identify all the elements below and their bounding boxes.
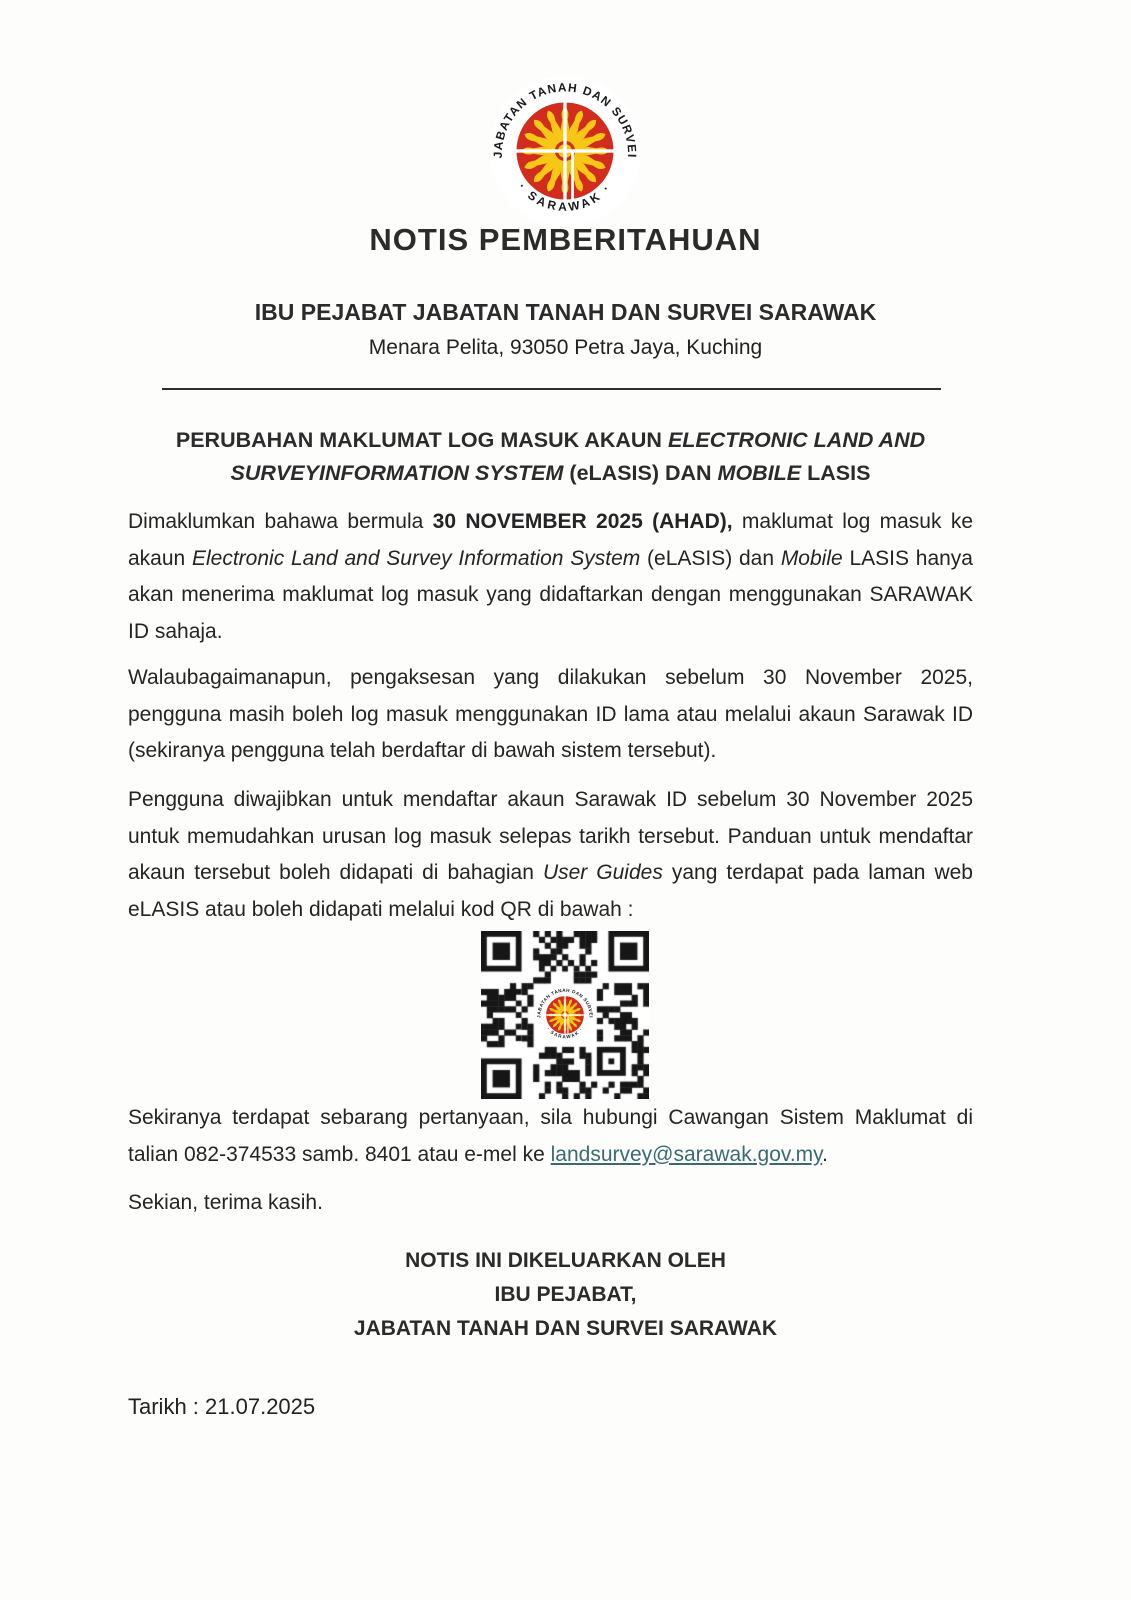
- subject-heading: [128, 424, 973, 490]
- department-logo-icon-small: [535, 985, 595, 1045]
- date-line: Tarikh : 21.07.2025: [128, 1394, 316, 1419]
- text-run-italic: Electronic Land and Survey Information System: [192, 546, 641, 570]
- email-link[interactable]: landsurvey@sarawak.gov.my: [550, 1142, 823, 1166]
- text-run: .: [822, 1142, 828, 1166]
- text-run: Sekiranya terdapat sebarang pertanyaan, sila hubungi Cawangan Sistem Maklumat di talian 082-374533 samb. 8401 atau e-mel ke: [128, 1106, 973, 1166]
- paragraph-contact: [128, 1100, 973, 1173]
- notice-title: NOTIS PEMBERITAHUAN: [369, 222, 762, 257]
- department-logo-icon: [488, 74, 642, 228]
- text-run: Pengguna diwajibkan untuk mendaftar akaun Sarawak ID sebelum 30 November 2025 untuk memudahkan urusan log masuk selepas tarikh tersebut. Panduan untuk mendaftar akaun tersebut boleh didapati di bahagian: [128, 788, 973, 884]
- subject-text: LASIS: [801, 461, 871, 485]
- text-run: LASIS hanya akan menerima maklumat log masuk yang didaftarkan dengan menggunakan SARAWAK ID sahaja.: [128, 546, 973, 643]
- text-run: maklumat log masuk ke akaun: [128, 510, 974, 570]
- text-run: (eLASIS) dan: [640, 546, 781, 570]
- issued-line-2: IBU PEJABAT,: [494, 1283, 637, 1306]
- office-name: IBU PEJABAT JABATAN TANAH DAN SURVEI SARAWAK: [254, 299, 877, 325]
- subject-text-italic: MOBILE: [717, 461, 802, 485]
- text-run-italic: User Guides: [542, 861, 663, 884]
- subject-text-italic: INFORMATION SYSTEM: [318, 461, 564, 485]
- text-run: yang terdapat pada laman web eLASIS atau boleh didapati melalui kod QR di bawah :: [128, 861, 973, 921]
- issued-by-block: [0, 1244, 1131, 1346]
- text-run: Dimaklumkan bahawa bermula: [128, 510, 433, 533]
- subject-text-italic: ELECTRONIC LAND AND SURVEY: [230, 428, 926, 485]
- issued-line-3: JABATAN TANAH DAN SURVEI SARAWAK: [353, 1317, 778, 1340]
- text-run-italic: Mobile: [780, 546, 843, 570]
- issued-line-1: NOTIS INI DIKELUARKAN OLEH: [405, 1249, 726, 1272]
- qr-center-logo: [535, 985, 595, 1045]
- divider-line: [162, 388, 941, 390]
- department-logo: [488, 74, 642, 228]
- paragraph-registration: [128, 782, 973, 928]
- paragraph-transition: Walaubagaimanapun, pengaksesan yang dilakukan sebelum 30 November 2025, pengguna masih boleh log masuk menggunakan ID lama atau melalui akaun Sarawak ID (sekiranya pengguna telah berdaftar di bawah sistem tersebut).: [128, 666, 973, 762]
- paragraph-intro: [128, 504, 973, 650]
- closing-text: Sekian, terima kasih.: [128, 1191, 323, 1214]
- qr-code: [481, 931, 649, 1099]
- subject-text: (eLASIS) DAN: [563, 461, 718, 485]
- subject-text: PERUBAHAN MAKLUMAT LOG MASUK AKAUN: [175, 428, 668, 452]
- text-run-bold: 30 NOVEMBER 2025 (AHAD),: [432, 510, 733, 533]
- office-address: Menara Pelita, 93050 Petra Jaya, Kuching: [368, 336, 763, 359]
